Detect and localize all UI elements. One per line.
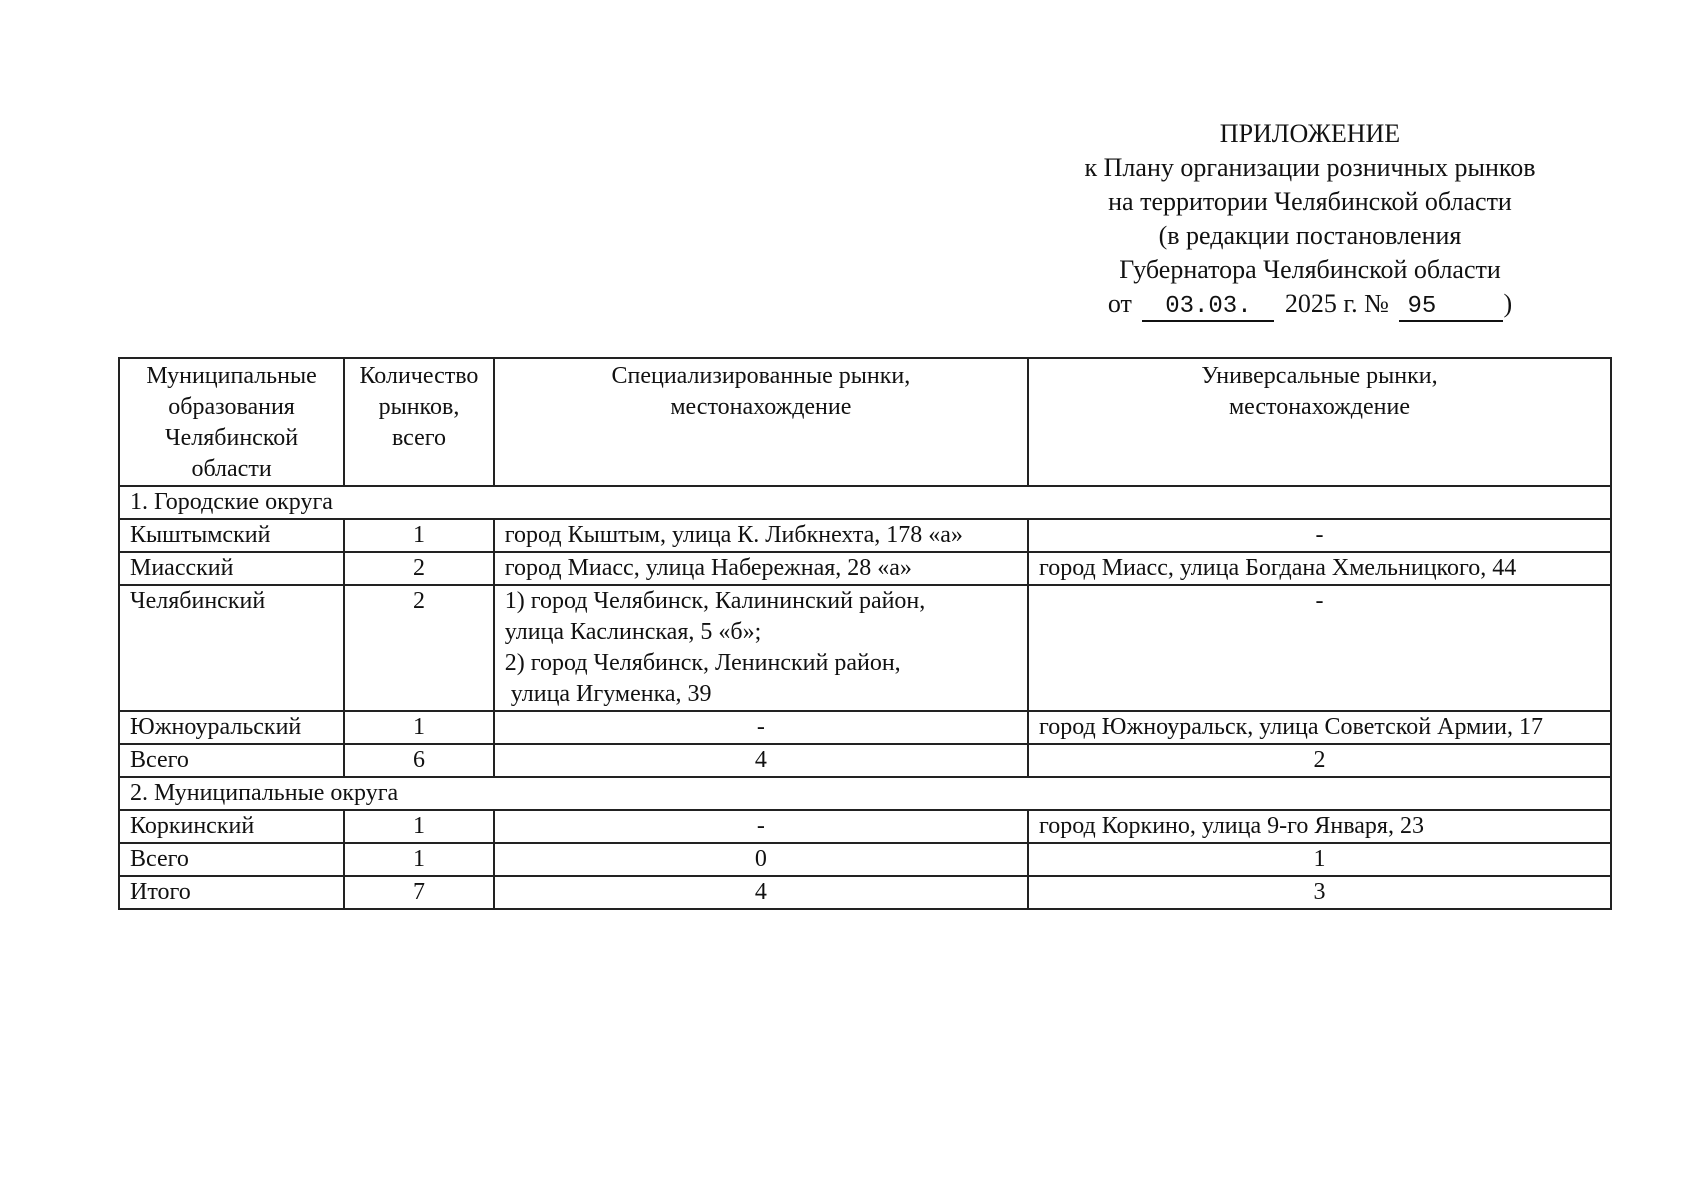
section-row-city-districts [119,486,1611,519]
appendix-subtitle-line-3: (в редакции постановления [1158,221,1462,250]
table-row [119,585,1611,711]
universal-cell: - [1028,519,1611,552]
count-cell: 2 [344,585,494,711]
decree-number: 95 [1399,294,1503,322]
specialized-cell: - [494,711,1028,744]
section-row-municipal-districts [119,777,1611,810]
grand-total-specialized: 4 [494,876,1028,909]
specialized-cell: город Кыштым, улица К. Либкнехта, 178 «а» [494,519,1028,552]
section-title: 1. Городские округа [119,486,1611,519]
table-row [119,519,1611,552]
count-cell: 2 [344,552,494,585]
appendix-subtitle-line-1: к Плану организации розничных рынков [1084,153,1536,182]
appendix-subtitle-line-4: Губернатора Челябинской области [1119,255,1501,284]
subtotal-row [119,744,1611,777]
municipality-cell: Коркинский [119,810,344,843]
decree-date: 03.03. [1142,294,1274,322]
date-prefix: от [1107,289,1132,318]
municipality-cell: Южноуральский [119,711,344,744]
appendix-title: ПРИЛОЖЕНИЕ [1219,119,1401,148]
header-market-count: Количество рынков, всего [344,358,494,486]
subtotal-universal: 1 [1028,843,1611,876]
specialized-cell: 1) город Челябинск, Калининский район, улица Каслинская, 5 «б»; 2) город Челябинск, Ленинский район, улица Игуменка, 39 [494,585,1028,711]
subtotal-count: 6 [344,744,494,777]
subtotal-specialized: 0 [494,843,1028,876]
grand-total-universal: 3 [1028,876,1611,909]
universal-cell: город Миасс, улица Богдана Хмельницкого, 44 [1028,552,1611,585]
table-row [119,552,1611,585]
municipality-cell: Миасский [119,552,344,585]
decree-year-number-label: 2025 г. № [1284,289,1389,318]
specialized-cell: - [494,810,1028,843]
table-row [119,810,1611,843]
universal-cell: - [1028,585,1611,711]
count-cell: 1 [344,711,494,744]
count-cell: 1 [344,519,494,552]
decree-date-line [1040,287,1580,322]
municipality-cell: Челябинский [119,585,344,711]
subtotal-label: Всего [119,744,344,777]
grand-total-row [119,876,1611,909]
subtotal-universal: 2 [1028,744,1611,777]
municipality-cell: Кыштымский [119,519,344,552]
specialized-cell: город Миасс, улица Набережная, 28 «а» [494,552,1028,585]
markets-table [118,357,1612,910]
header-municipality: Муниципальные образования Челябинской области [119,358,344,486]
universal-cell: город Южноуральск, улица Советской Армии, 17 [1028,711,1611,744]
subtotal-row [119,843,1611,876]
grand-total-label: Итого [119,876,344,909]
subtotal-count: 1 [344,843,494,876]
section-title: 2. Муниципальные округа [119,777,1611,810]
table-row [119,711,1611,744]
closing-parenthesis: ) [1503,289,1513,318]
universal-cell: город Коркино, улица 9-го Января, 23 [1028,810,1611,843]
appendix-subtitle-line-2: на территории Челябинской области [1108,187,1512,216]
subtotal-label: Всего [119,843,344,876]
subtotal-specialized: 4 [494,744,1028,777]
grand-total-count: 7 [344,876,494,909]
count-cell: 1 [344,810,494,843]
header-universal-markets: Универсальные рынки, местонахождение [1028,358,1611,486]
appendix-header [1040,117,1580,322]
header-specialized-markets: Специализированные рынки, местонахождение [494,358,1028,486]
table-header-row [119,358,1611,486]
